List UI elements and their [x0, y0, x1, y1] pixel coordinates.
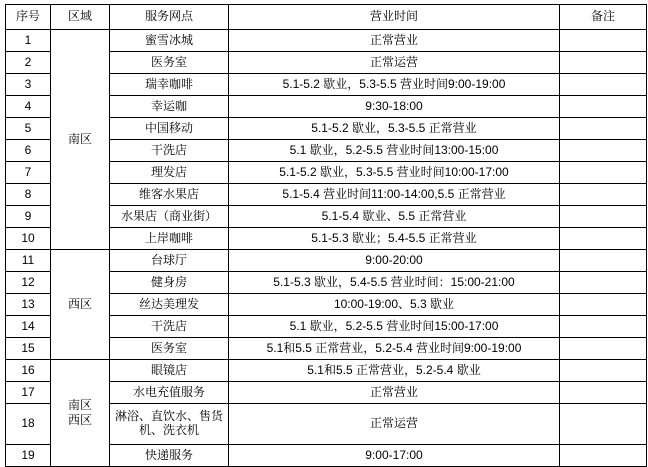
row-site: 医务室	[110, 338, 229, 360]
row-hours: 5.1-5.3 歇业；5.4-5.5 正常营业	[229, 228, 560, 250]
row-remark	[560, 30, 647, 52]
header-site: 服务网点	[110, 5, 229, 30]
area-line-south: 南区	[67, 398, 92, 412]
row-index: 17	[6, 382, 51, 404]
row-remark	[560, 294, 647, 316]
header-area: 区域	[51, 5, 110, 30]
service-schedule-table	[5, 4, 647, 467]
row-site: 中国移动	[110, 118, 229, 140]
row-index: 16	[6, 360, 51, 382]
row-index: 9	[6, 206, 51, 228]
row-index: 11	[6, 250, 51, 272]
row-index: 13	[6, 294, 51, 316]
row-hours: 5.1和5.5 正常营业，5.2-5.4 营业时间9:00-19:00	[229, 338, 560, 360]
area-cell-west: 西区	[51, 250, 110, 360]
row-remark	[560, 140, 647, 162]
row-index: 6	[6, 140, 51, 162]
row-remark	[560, 52, 647, 74]
row-site: 干洗店	[110, 140, 229, 162]
row-index: 14	[6, 316, 51, 338]
row-index: 15	[6, 338, 51, 360]
table-header	[6, 5, 647, 30]
row-hours: 正常营业	[229, 382, 560, 404]
row-index: 18	[6, 404, 51, 445]
row-hours: 正常运营	[229, 404, 560, 445]
table-row	[6, 360, 647, 382]
schedule-document	[0, 4, 648, 462]
header-hours: 营业时间	[229, 5, 560, 30]
row-site: 丝达美理发	[110, 294, 229, 316]
row-index: 8	[6, 184, 51, 206]
row-remark	[560, 74, 647, 96]
row-site: 水果店（商业街）	[110, 206, 229, 228]
row-remark	[560, 250, 647, 272]
row-hours: 5.1-5.4 歇业、5.5 正常营业	[229, 206, 560, 228]
row-site: 瑞幸咖啡	[110, 74, 229, 96]
row-index: 12	[6, 272, 51, 294]
row-hours: 正常运营	[229, 52, 560, 74]
row-remark	[560, 96, 647, 118]
table-header-row	[6, 5, 647, 30]
row-index: 2	[6, 52, 51, 74]
row-remark	[560, 360, 647, 382]
row-site: 蜜雪冰城	[110, 30, 229, 52]
row-remark	[560, 445, 647, 467]
row-hours: 10:00-19:00、5.3 歇业	[229, 294, 560, 316]
row-remark	[560, 338, 647, 360]
row-site: 医务室	[110, 52, 229, 74]
row-hours: 5.1-5.2 歇业，5.3-5.5 营业时间10:00-17:00	[229, 162, 560, 184]
row-remark	[560, 206, 647, 228]
row-remark	[560, 316, 647, 338]
table-row	[6, 250, 647, 272]
row-hours: 9:00-17:00	[229, 445, 560, 467]
row-site: 淋浴、直饮水、售货机、洗衣机	[110, 404, 229, 445]
header-remark: 备注	[560, 5, 647, 30]
row-remark	[560, 162, 647, 184]
header-index: 序号	[6, 5, 51, 30]
row-remark	[560, 404, 647, 445]
area-cell-south: 南区	[51, 30, 110, 250]
area-line-west: 西区	[67, 413, 92, 427]
row-remark	[560, 184, 647, 206]
row-hours: 5.1 歇业，5.2-5.5 营业时间13:00-15:00	[229, 140, 560, 162]
row-hours: 5.1-5.4 营业时间11:00-14:00,5.5 正常营业	[229, 184, 560, 206]
row-hours: 5.1-5.2 歇业，5.3-5.5 正常营业	[229, 118, 560, 140]
row-index: 3	[6, 74, 51, 96]
row-hours: 9:00-20:00	[229, 250, 560, 272]
row-hours: 5.1-5.2 歇业，5.3-5.5 营业时间9:00-19:00	[229, 74, 560, 96]
row-index: 19	[6, 445, 51, 467]
table-body	[6, 30, 647, 467]
row-hours: 5.1-5.3 歇业，5.4-5.5 营业时间：15:00-21:00	[229, 272, 560, 294]
row-hours: 正常营业	[229, 30, 560, 52]
row-index: 1	[6, 30, 51, 52]
row-remark	[560, 228, 647, 250]
row-site: 台球厅	[110, 250, 229, 272]
row-index: 4	[6, 96, 51, 118]
row-remark	[560, 272, 647, 294]
row-site: 干洗店	[110, 316, 229, 338]
row-remark	[560, 118, 647, 140]
row-site: 理发店	[110, 162, 229, 184]
area-cell-south-west	[51, 360, 110, 467]
row-index: 7	[6, 162, 51, 184]
row-site: 维客水果店	[110, 184, 229, 206]
row-site: 上岸咖啡	[110, 228, 229, 250]
row-site: 快递服务	[110, 445, 229, 467]
row-remark	[560, 382, 647, 404]
row-index: 5	[6, 118, 51, 140]
table-row	[6, 30, 647, 52]
row-hours: 5.1和5.5 正常营业，5.2-5.4 歇业	[229, 360, 560, 382]
row-site: 水电充值服务	[110, 382, 229, 404]
row-site: 幸运咖	[110, 96, 229, 118]
row-index: 10	[6, 228, 51, 250]
row-hours: 9:30-18:00	[229, 96, 560, 118]
row-hours: 5.1 歇业，5.2-5.5 营业时间15:00-17:00	[229, 316, 560, 338]
row-site: 眼镜店	[110, 360, 229, 382]
row-site: 健身房	[110, 272, 229, 294]
